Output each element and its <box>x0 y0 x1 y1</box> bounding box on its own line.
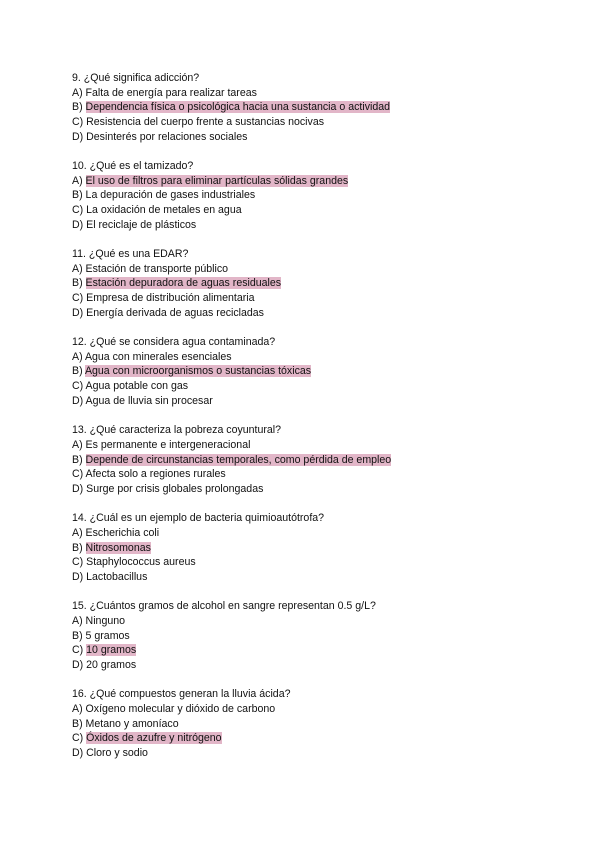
answer-option <box>72 702 542 717</box>
option-text: Cloro y sodio <box>86 746 148 759</box>
option-letter: B) <box>72 101 86 114</box>
option-letter: D) <box>72 658 87 671</box>
option-letter: C) <box>72 380 86 393</box>
answer-option <box>72 174 542 189</box>
option-text: Estación de transporte público <box>85 262 229 275</box>
question-block <box>72 71 542 144</box>
option-letter: B) <box>72 717 86 730</box>
option-letter: C) <box>72 468 86 481</box>
option-letter: D) <box>72 746 87 759</box>
option-text: Oxígeno molecular y dióxido de carbono <box>85 702 276 715</box>
option-letter: A) <box>72 438 86 451</box>
option-text: Es permanente e intergeneracional <box>85 438 251 451</box>
option-text: La depuración de gases industriales <box>85 189 256 202</box>
question-title: 10. ¿Qué es el tamizado? <box>72 160 194 173</box>
highlighted-correct-answer: Nitrosomonas <box>85 541 151 554</box>
option-text: 5 gramos <box>85 629 130 642</box>
answer-option <box>72 643 542 658</box>
option-text: Surge por crisis globales prolongadas <box>86 482 264 495</box>
quiz-content <box>72 71 542 775</box>
option-letter: A) <box>72 262 86 275</box>
option-letter: A) <box>72 350 85 363</box>
answer-option <box>72 570 542 585</box>
option-text: Desinterés por relaciones sociales <box>86 130 248 143</box>
option-letter: C) <box>72 116 87 129</box>
answer-option <box>72 276 542 291</box>
question-block <box>72 159 542 232</box>
option-letter: A) <box>72 86 86 99</box>
option-text: Falta de energía para realizar tareas <box>85 86 257 99</box>
answer-option <box>72 717 542 732</box>
answer-option <box>72 86 542 101</box>
answer-option <box>72 614 542 629</box>
option-letter: A) <box>72 614 86 627</box>
question-title: 16. ¿Qué compuestos generan la lluvia ácida? <box>72 688 291 701</box>
option-text: Empresa de distribución alimentaria <box>86 292 255 305</box>
answer-option <box>72 262 542 277</box>
answer-option <box>72 130 542 145</box>
answer-option <box>72 218 542 233</box>
question-title: 11. ¿Qué es una EDAR? <box>72 248 189 261</box>
answer-option <box>72 658 542 673</box>
answer-option <box>72 467 542 482</box>
option-letter: D) <box>72 482 87 495</box>
answer-option <box>72 350 542 365</box>
question-title: 15. ¿Cuántos gramos de alcohol en sangre representan 0.5 g/L? <box>72 600 376 613</box>
option-text: Staphylococcus aureus <box>86 556 196 569</box>
answer-option <box>72 306 542 321</box>
option-letter: D) <box>72 218 87 231</box>
highlighted-correct-answer: El uso de filtros para eliminar partículas sólidas grandes <box>85 174 349 187</box>
option-text: Agua con minerales esenciales <box>84 350 232 363</box>
option-text: Energía derivada de aguas recicladas <box>86 306 264 319</box>
answer-option <box>72 379 542 394</box>
question-block <box>72 511 542 584</box>
option-text: Lactobacillus <box>86 570 148 583</box>
answer-option <box>72 453 542 468</box>
highlighted-correct-answer: 10 gramos <box>86 644 137 657</box>
answer-option <box>72 188 542 203</box>
answer-option <box>72 203 542 218</box>
answer-option <box>72 746 542 761</box>
option-letter: C) <box>72 204 87 217</box>
answer-option <box>72 394 542 409</box>
option-text: 20 gramos <box>86 658 137 671</box>
option-letter: D) <box>72 306 87 319</box>
option-letter: B) <box>72 453 86 466</box>
option-text: Escherichia coli <box>85 526 160 539</box>
highlighted-correct-answer: Óxidos de azufre y nitrógeno <box>86 732 222 745</box>
answer-option <box>72 526 542 541</box>
option-letter: B) <box>72 365 85 378</box>
option-text: Resistencia del cuerpo frente a sustancias nocivas <box>86 116 325 129</box>
highlighted-correct-answer: Depende de circunstancias temporales, como pérdida de empleo <box>85 453 392 466</box>
option-letter: A) <box>72 526 86 539</box>
highlighted-correct-answer: Estación depuradora de aguas residuales <box>85 277 282 290</box>
option-letter: B) <box>72 189 86 202</box>
question-block <box>72 335 542 408</box>
answer-option <box>72 555 542 570</box>
option-letter: C) <box>72 644 87 657</box>
option-text: Afecta solo a regiones rurales <box>85 468 226 481</box>
option-text: Ninguno <box>85 614 126 627</box>
question-title: 9. ¿Qué significa adicción? <box>72 72 200 84</box>
question-block <box>72 423 542 496</box>
option-text: Metano y amoníaco <box>85 717 179 730</box>
answer-option <box>72 291 542 306</box>
option-letter: D) <box>72 394 86 407</box>
option-letter: B) <box>72 541 86 554</box>
option-text: Agua de lluvia sin procesar <box>85 394 213 407</box>
option-letter: D) <box>72 130 87 143</box>
answer-option <box>72 629 542 644</box>
question-block <box>72 247 542 320</box>
option-letter: D) <box>72 570 87 583</box>
option-text: Agua potable con gas <box>85 380 189 393</box>
option-letter: A) <box>72 174 86 187</box>
question-block <box>72 599 542 672</box>
option-text: La oxidación de metales en agua <box>86 204 242 217</box>
option-letter: B) <box>72 277 86 290</box>
answer-option <box>72 100 542 115</box>
option-text: El reciclaje de plásticos <box>86 218 197 231</box>
answer-option <box>72 731 542 746</box>
option-letter: C) <box>72 292 87 305</box>
highlighted-correct-answer: Agua con microorganismos o sustancias tóxicas <box>84 365 312 378</box>
answer-option <box>72 438 542 453</box>
option-letter: A) <box>72 702 86 715</box>
question-title: 12. ¿Qué se considera agua contaminada? <box>72 336 276 349</box>
option-letter: C) <box>72 732 87 745</box>
option-letter: C) <box>72 556 87 569</box>
answer-option <box>72 541 542 556</box>
answer-option <box>72 115 542 130</box>
answer-option <box>72 482 542 497</box>
question-block <box>72 687 542 760</box>
question-title: 14. ¿Cuál es un ejemplo de bacteria quimioautótrofa? <box>72 512 325 525</box>
question-title: 13. ¿Qué caracteriza la pobreza coyuntural? <box>72 424 282 437</box>
answer-option <box>72 364 542 379</box>
highlighted-correct-answer: Dependencia física o psicológica hacia una sustancia o actividad <box>85 101 391 114</box>
option-letter: B) <box>72 629 86 642</box>
